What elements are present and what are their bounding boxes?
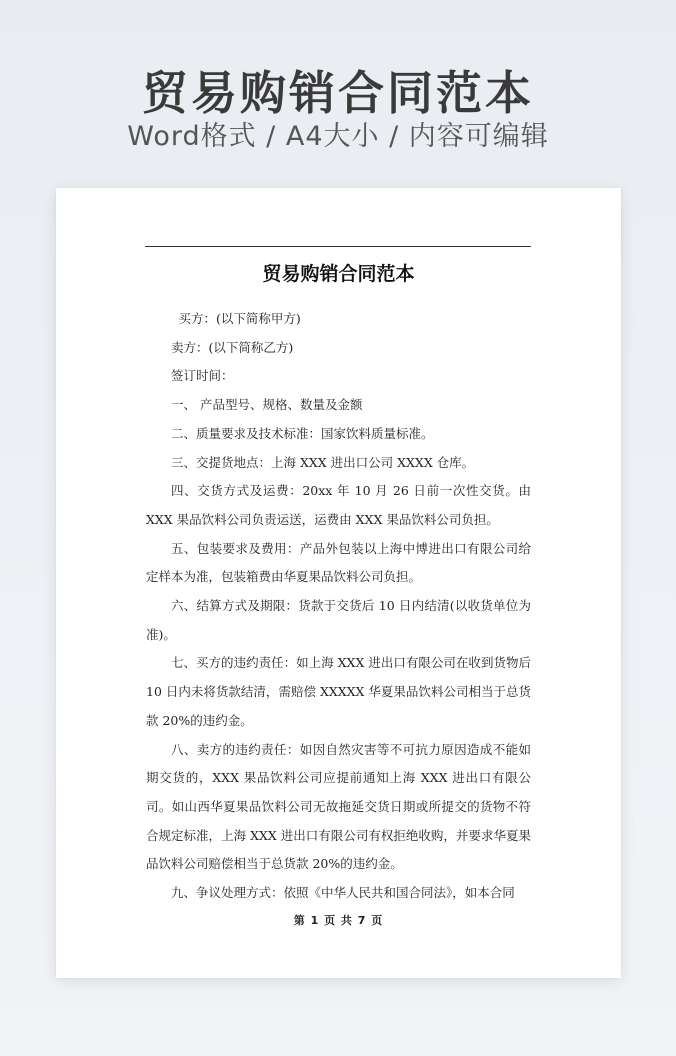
paragraph-seller: 卖方：(以下简称乙方): [171, 339, 294, 355]
banner-subtitle: Word格式 / A4大小 / 内容可编辑: [127, 121, 549, 152]
paragraph-clause-9: 九、争议处理方式：依照《中华人民共和国合同法》，如本合同: [171, 885, 515, 901]
banner-title: 贸易购销合同范本: [142, 66, 534, 120]
paragraph-clause-7: 七、买方的违约责任：如上海 XXX 进出口有限公司在收到货物后 10 日内未将货款结清，需赔偿 XXXXX 华夏果品饮料公司相当于总货款 20%的违约金。: [146, 655, 531, 728]
paragraph-clause-6: 六、结算方式及期限：货款于交货后 10 日内结清(以收货单位为准)。: [146, 598, 531, 642]
paragraph-buyer: 买方：(以下简称甲方): [178, 311, 301, 326]
document-page: [56, 188, 621, 978]
document-title: 贸易购销合同范本: [262, 263, 415, 285]
paragraph-clause-5: 五、包装要求及费用：产品外包装以上海中博进出口有限公司给定样本为准，包装箱费由华夏果品饮料公司负担。: [146, 540, 531, 585]
page-number-footer: 第 1 页 共 7 页: [293, 914, 384, 927]
document-body: [146, 305, 531, 908]
paragraph-clause-8: 八、卖方的违约责任：如因自然灾害等不可抗力原因造成不能如期交货的，XXX 果品饮料公司应提前通知上海 XXX 进出口有限公司。如山西华夏果品饮料公司无故拖延交货日期或所提交的货物不符合规定标准，上海 XXX 进出口有限公司有权拒绝收购，并要求华夏果品饮料公司赔偿相当于总货款 20%的违约金。: [146, 741, 531, 872]
paragraph-signing-time: 签订时间：: [171, 368, 234, 384]
header-rule: [145, 246, 531, 247]
paragraph-clause-1: 一、 产品型号、规格、数量及金额: [171, 397, 363, 413]
paragraph-clause-4: 四、交货方式及运费：20xx 年 10 月 26 日前一次性交货。由 XXX 果品饮料公司负责运送，运费由 XXX 果品饮料公司负担。: [146, 483, 531, 527]
paragraph-clause-2: 二、质量要求及技术标准：国家饮料质量标准。: [171, 425, 434, 441]
paragraph-clause-3: 三、交提货地点：上海 XXX 进出口公司 XXXX 仓库。: [171, 454, 475, 470]
